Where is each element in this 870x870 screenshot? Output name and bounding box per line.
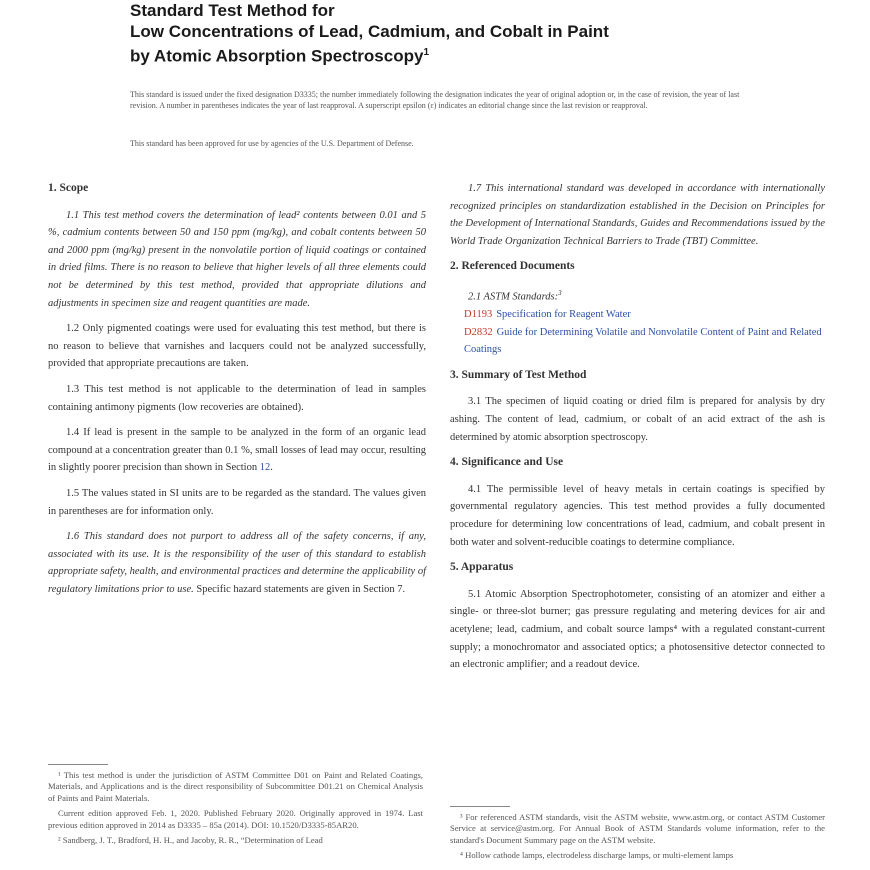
footnote-4: ⁴ Hollow cathode lamps, electrodeless discharge lamps, or multi-element lamps [460,850,734,861]
footnote-divider-right [450,806,510,807]
significance-heading: 4. Significance and Use [450,456,564,469]
scope-paragraph-1-1: 1.1 This test method covers the determination of lead² contents between 0.01 and 5 %, cadmium contents between 50 and 150 ppm (mg/kg), and cobalt contents between 50 and 2000 ppm (mg/kg) present in the nonvolatile portion of liquid coatings or contained in dried films. There is no reason to believe that higher levels of all three elements could not be determined by this test method, provided that appropriate dilutions and adjustments in specimen size and reagent quantities are made. [48,209,426,309]
scope-paragraph-1-3: 1.3 This test method is not applicable to the determination of lead in samples containing antimony pigments (low recoveries are obtained). [48,383,426,413]
title-line-3-text: by Atomic Absorption Spectroscopy [130,46,424,66]
summary-paragraph: 3.1 The specimen of liquid coating or dried film is prepared for analysis by dry ashing. The content of lead, cadmium, or cobalt of an acid extract of the ash is determined by atomic absorption spectroscopy. [450,396,825,443]
scope-paragraph-1-6 [48,528,426,598]
designation-notice: This standard is issued under the fixed designation D3335; the number immediately following the designation indicates the year of original adoption or, in the case of revision, the year of last revision. A number in parentheses indicates the year of last reapproval. A superscript epsilon (ε) indicates an editorial change since the last revision or reapproval. [130,90,740,110]
scope-paragraph-1-7: 1.7 This international standard was developed in accordance with internationally recognized principles on standardization established in the Decision on Principles for the Development of International Standards, Guides and Recommendations issued by the World Trade Organization Technical Barriers to Trade (TBT) Committee. [450,183,825,247]
title-line-2: Low Concentrations of Lead, Cadmium, and Cobalt in Paint [130,22,609,41]
referenced-documents-heading: 2. Referenced Documents [450,260,575,273]
significance-paragraph: 4.1 The permissible level of heavy metals in certain coatings is specified by governmental regulatory agencies. This test method provides a fully documented procedure for determining low concentrations of lead, cadmium, and cobalt present in both water and solvent-reducible coatings to determine compliance. [450,483,825,548]
footnote-3: ³ For referenced ASTM standards, visit the ASTM website, www.astm.org, or contact ASTM Customer Service at service@astm.org. For Annual Book of ASTM Standards volume information, refer to the standard's Document Summary page on the ASTM website. [450,812,825,845]
scope-heading: 1. Scope [48,182,89,194]
summary-heading: 3. Summary of Test Method [450,368,587,381]
apparatus-paragraph: 5.1 Atomic Absorption Spectrophotometer, consisting of an atomizer and either a single- or three-slot burner; gas pressure regulating and metering devices for air and acetylene; lead, cadmium, and cobalt source lamps⁴ with a regulated constant-current supply; a monochromator and associated optics; a photosensitive detector connected to an electronic amplifier; and a readout device. [450,588,825,671]
footnote-2: ² Sandberg, J. T., Bradford, H. H., and Jacoby, R. R., “Determination of Lead [58,835,323,846]
right-column [450,180,825,682]
reference-title[interactable]: Specification for Reagent Water [496,309,631,321]
scope-paragraph-1-4 [48,424,426,477]
scope-1-4-text: 1.4 If lead is present in the sample to be analyzed in the form of an organic lead compound at a concentration greater than 0.1 %, small losses of lead may occur, resulting in slightly poorer precision than shown in Section [48,427,426,474]
scope-1-4-end: . [270,462,273,474]
section-12-link[interactable]: 12 [259,462,271,474]
title-line-3 [130,42,770,67]
reference-code[interactable]: D2832 [464,326,493,338]
document-title [130,0,770,67]
reference-item[interactable] [450,324,825,359]
apparatus-heading: 5. Apparatus [450,561,514,574]
reference-title[interactable]: Guide for Determining Volatile and Nonvolatile Content of Paint and Related Coatings [464,326,822,356]
reference-item[interactable] [450,306,825,324]
footnote-1: ¹ This test method is under the jurisdiction of ASTM Committee D01 on Paint and Related Coatings, Materials, and Applications and is the direct responsibility of Subcommittee D01.21 on Chemical Analysis of Paints and Paint Materials. [48,770,423,803]
left-column [48,180,426,606]
astm-standards-footnote-mark: 3 [558,288,562,297]
scope-paragraph-1-5: 1.5 The values stated in SI units are to be regarded as the standard. The values given in parentheses are for information only. [48,487,426,517]
astm-standards-label: 2.1 ASTM Standards: [468,291,559,303]
reference-code[interactable]: D1193 [464,309,493,321]
title-footnote-mark: 1 [423,47,430,58]
title-line-1: Standard Test Method for [130,1,335,20]
footnote-divider-left [48,764,108,765]
footnotes-left [48,770,423,850]
scope-paragraph-1-2: 1.2 Only pigmented coatings were used for evaluating this test method, but there is no reason to believe that varnishes and lacquers could not be analyzed successfully, provided that appropriate precautions are taken. [48,323,426,370]
astm-standards-intro [450,285,825,306]
hazard-statement: Specific hazard statements are given in Section 7. [196,583,406,595]
dod-notice: This standard has been approved for use by agencies of the U.S. Department of Defense. [130,139,414,148]
footnote-1-edition: Current edition approved Feb. 1, 2020. Published February 2020. Originally approved in 1974. Last previous edition approved in 2014 as D3335 – 85a (2014). DOI: 10.1520/D3335-85AR20. [48,808,423,830]
safety-statement: 1.6 This standard does not purport to address all of the safety concerns, if any, associated with its use. It is the responsibility of the user of this standard to establish appropriate safety, health, and environmental practices and determine the applicability of regulatory limitations prior to use. [48,531,426,595]
footnotes-right [450,812,825,866]
